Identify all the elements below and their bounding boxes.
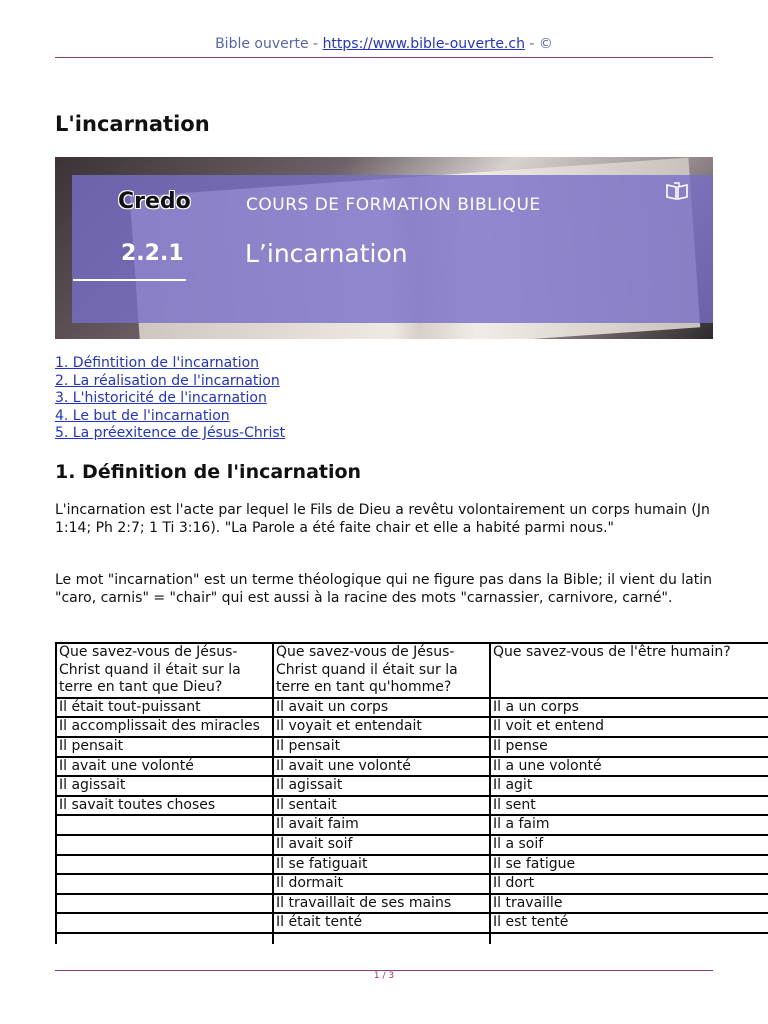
paragraph-etymology: Le mot "incarnation" est un terme théologique qui ne figure pas dans la Bible; il vient du latin "caro, carnis" = "chair" qui est aussi à la racine des mots "carnassier, carnivore, carné". <box>55 572 713 606</box>
table-cell <box>56 933 273 944</box>
banner-brand: Credo <box>118 189 191 214</box>
table-cell: Il était tout-puissant <box>56 698 273 718</box>
table-cell <box>273 933 490 944</box>
table-row <box>56 757 768 777</box>
table-row <box>56 815 768 835</box>
table-cell <box>56 913 273 933</box>
table-cell: Il agissait <box>56 776 273 796</box>
site-url-link[interactable]: https://www.bible-ouverte.ch <box>322 36 525 52</box>
banner-underline <box>73 279 186 281</box>
toc-item <box>55 390 285 408</box>
site-name: Bible ouverte <box>215 36 309 52</box>
table-cell: Il dormait <box>273 874 490 894</box>
banner-lesson-number: 2.2.1 <box>121 241 184 266</box>
course-banner-image <box>55 157 713 339</box>
table-cell: Il pensait <box>273 737 490 757</box>
toc-link-preexistence[interactable]: 5. La préexitence de Jésus-Christ <box>55 425 286 442</box>
page-header <box>0 36 768 52</box>
table-of-contents <box>55 355 285 443</box>
table-row <box>56 855 768 875</box>
table-cell: Il dort <box>490 874 768 894</box>
table-cell <box>490 933 768 944</box>
table-cell: Il a faim <box>490 815 768 835</box>
table-header-row <box>56 643 768 698</box>
table-cell: Il sent <box>490 796 768 816</box>
column-header: Que savez-vous de Jésus-Christ quand il était sur la terre en tant que Dieu? <box>56 643 273 698</box>
table-cell: Il est tenté <box>490 913 768 933</box>
toc-item <box>55 373 285 391</box>
table-cell: Il a un corps <box>490 698 768 718</box>
toc-item <box>55 355 285 373</box>
table-cell: Il pense <box>490 737 768 757</box>
table-cell: Il travaillait de ses mains <box>273 894 490 914</box>
table-row <box>56 737 768 757</box>
table-row <box>56 796 768 816</box>
table-row <box>56 717 768 737</box>
toc-item <box>55 425 285 443</box>
table-cell: Il a une volonté <box>490 757 768 777</box>
table-cell: Il savait toutes choses <box>56 796 273 816</box>
table-cell: Il avait une volonté <box>273 757 490 777</box>
paragraph-definition: L'incarnation est l'acte par lequel le Fils de Dieu a revêtu volontairement un corps humain (Jn 1:14; Ph 2:7; 1 Ti 3:16). "La Parole a été faite chair et elle a habité parmi nous." <box>55 502 710 536</box>
table-cell <box>56 835 273 855</box>
table-cell: Il avait faim <box>273 815 490 835</box>
table-cell: Il se fatiguait <box>273 855 490 875</box>
page-title: L'incarnation <box>55 112 210 136</box>
banner-course-name: COURS DE FORMATION BIBLIQUE <box>246 195 541 215</box>
table-cell: Il accomplissait des miracles <box>56 717 273 737</box>
table-cell: Il agit <box>490 776 768 796</box>
table-row <box>56 913 768 933</box>
toc-link-definition[interactable]: 1. Défintition de l'incarnation <box>55 355 260 371</box>
banner-lesson-title: L’incarnation <box>245 239 408 268</box>
table-cell: Il se fatigue <box>490 855 768 875</box>
copyright-text: - © <box>524 36 553 52</box>
table-cell <box>56 815 273 835</box>
table-row-continued <box>56 933 768 944</box>
column-header: Que savez-vous de Jésus-Christ quand il était sur la terre en tant qu'homme? <box>273 643 490 698</box>
table-cell: Il pensait <box>56 737 273 757</box>
table-cell <box>56 855 273 875</box>
toc-link-realisation[interactable]: 2. La réalisation de l'incarnation <box>55 372 280 389</box>
column-header: Que savez-vous de l'être humain? <box>490 643 768 698</box>
table-cell: Il avait soif <box>273 835 490 855</box>
table-row <box>56 698 768 718</box>
toc-link-historicite[interactable]: 3. L'historicité de l'incarnation <box>55 390 267 407</box>
table-cell: Il voyait et entendait <box>273 717 490 737</box>
toc-link-but[interactable]: 4. Le but de l'incarnation <box>55 407 230 424</box>
table-cell: Il avait un corps <box>273 698 490 718</box>
book-icon <box>665 181 689 201</box>
table-cell: Il agissait <box>273 776 490 796</box>
header-separator: - <box>308 36 323 52</box>
comparison-table <box>55 642 768 944</box>
toc-item <box>55 408 285 426</box>
table-cell <box>56 874 273 894</box>
page-number: 1 / 3 <box>373 971 395 981</box>
table-cell: Il était tenté <box>273 913 490 933</box>
header-rule <box>55 57 713 58</box>
table-cell: Il travaille <box>490 894 768 914</box>
table-cell: Il voit et entend <box>490 717 768 737</box>
table-cell: Il sentait <box>273 796 490 816</box>
table-row <box>56 874 768 894</box>
section-heading: 1. Définition de l'incarnation <box>55 461 362 483</box>
table-cell: Il a soif <box>490 835 768 855</box>
table-row <box>56 894 768 914</box>
table-row <box>56 776 768 796</box>
table-cell: Il avait une volonté <box>56 757 273 777</box>
table-cell <box>56 894 273 914</box>
table-row <box>56 835 768 855</box>
